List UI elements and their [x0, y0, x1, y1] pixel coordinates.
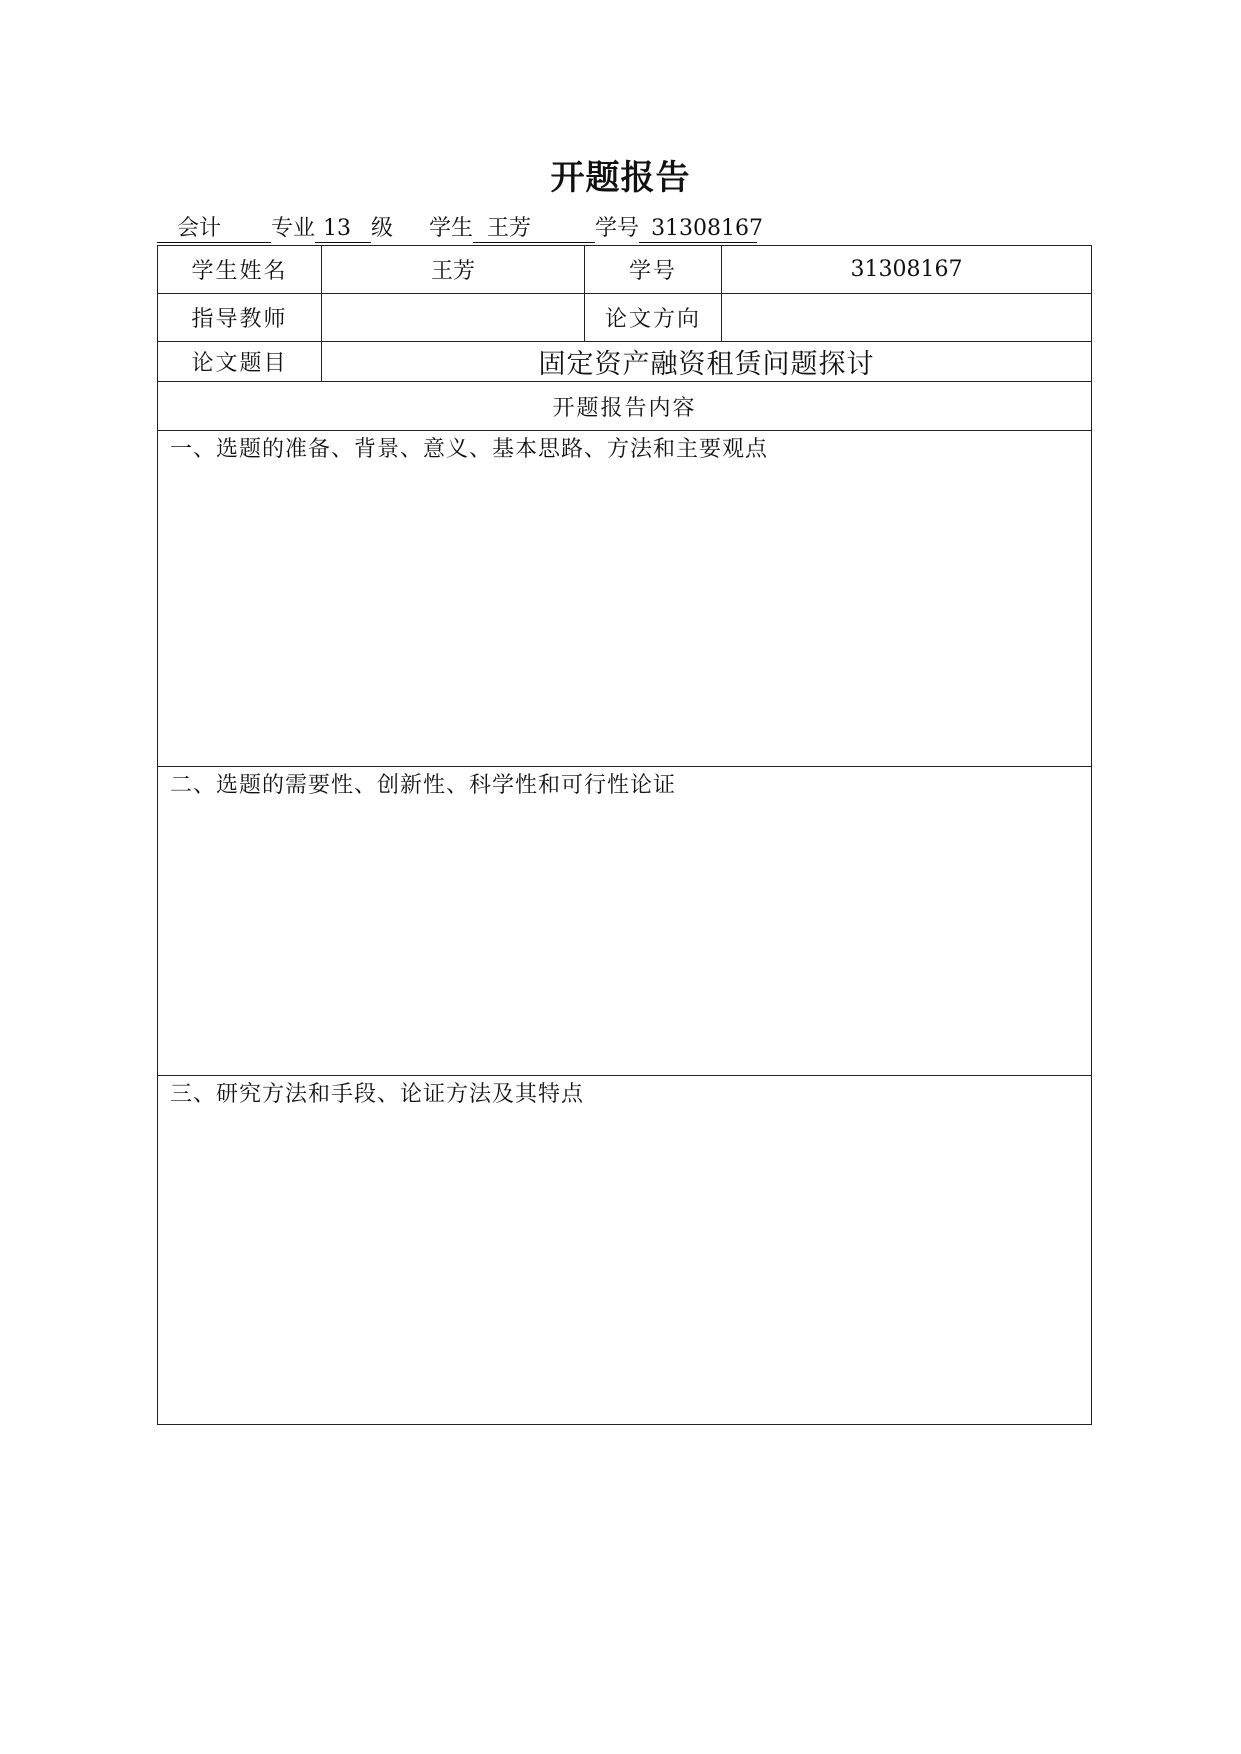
section-3-heading: 三、研究方法和手段、论证方法及其特点 — [170, 1082, 585, 1107]
table-row — [158, 382, 1092, 431]
table-row — [158, 767, 1092, 1076]
content-header: 开题报告内容 — [158, 382, 1092, 431]
table-row — [158, 342, 1092, 382]
student-id-label-cell: 学号 — [585, 246, 722, 294]
table-row — [158, 431, 1092, 767]
section-3-field[interactable] — [158, 1076, 1092, 1425]
student-id-label: 学号 — [595, 216, 640, 241]
student-id-field[interactable]: 31308167 — [722, 246, 1092, 294]
student-value: 王芳 — [473, 213, 595, 243]
direction-label: 论文方向 — [585, 294, 722, 342]
page-title: 开题报告 — [550, 158, 691, 198]
grade-value: 13 — [315, 213, 371, 243]
section-1-field[interactable] — [158, 431, 1092, 767]
student-name-label: 学生姓名 — [158, 246, 322, 294]
advisor-label: 指导教师 — [158, 294, 322, 342]
grade-label: 级 — [371, 216, 394, 241]
student-label: 学生 — [429, 216, 474, 241]
major-value: 会计 — [157, 213, 271, 243]
table-row — [158, 246, 1092, 294]
thesis-title-field[interactable]: 固定资产融资租赁问题探讨 — [322, 342, 1092, 382]
table-row — [158, 1076, 1092, 1425]
major-label: 专业 — [271, 216, 316, 241]
student-info-line — [157, 213, 764, 245]
table-row — [158, 294, 1092, 342]
proposal-table — [157, 245, 1092, 1425]
advisor-field[interactable] — [322, 294, 585, 342]
student-id-value: 31308167 — [639, 213, 757, 243]
section-2-field[interactable] — [158, 767, 1092, 1076]
student-name-field[interactable]: 王芳 — [322, 246, 585, 294]
section-2-heading: 二、选题的需要性、创新性、科学性和可行性论证 — [170, 773, 677, 798]
section-1-heading: 一、选题的准备、背景、意义、基本思路、方法和主要观点 — [170, 437, 769, 462]
direction-field[interactable] — [722, 294, 1092, 342]
thesis-title-label: 论文题目 — [158, 342, 322, 382]
